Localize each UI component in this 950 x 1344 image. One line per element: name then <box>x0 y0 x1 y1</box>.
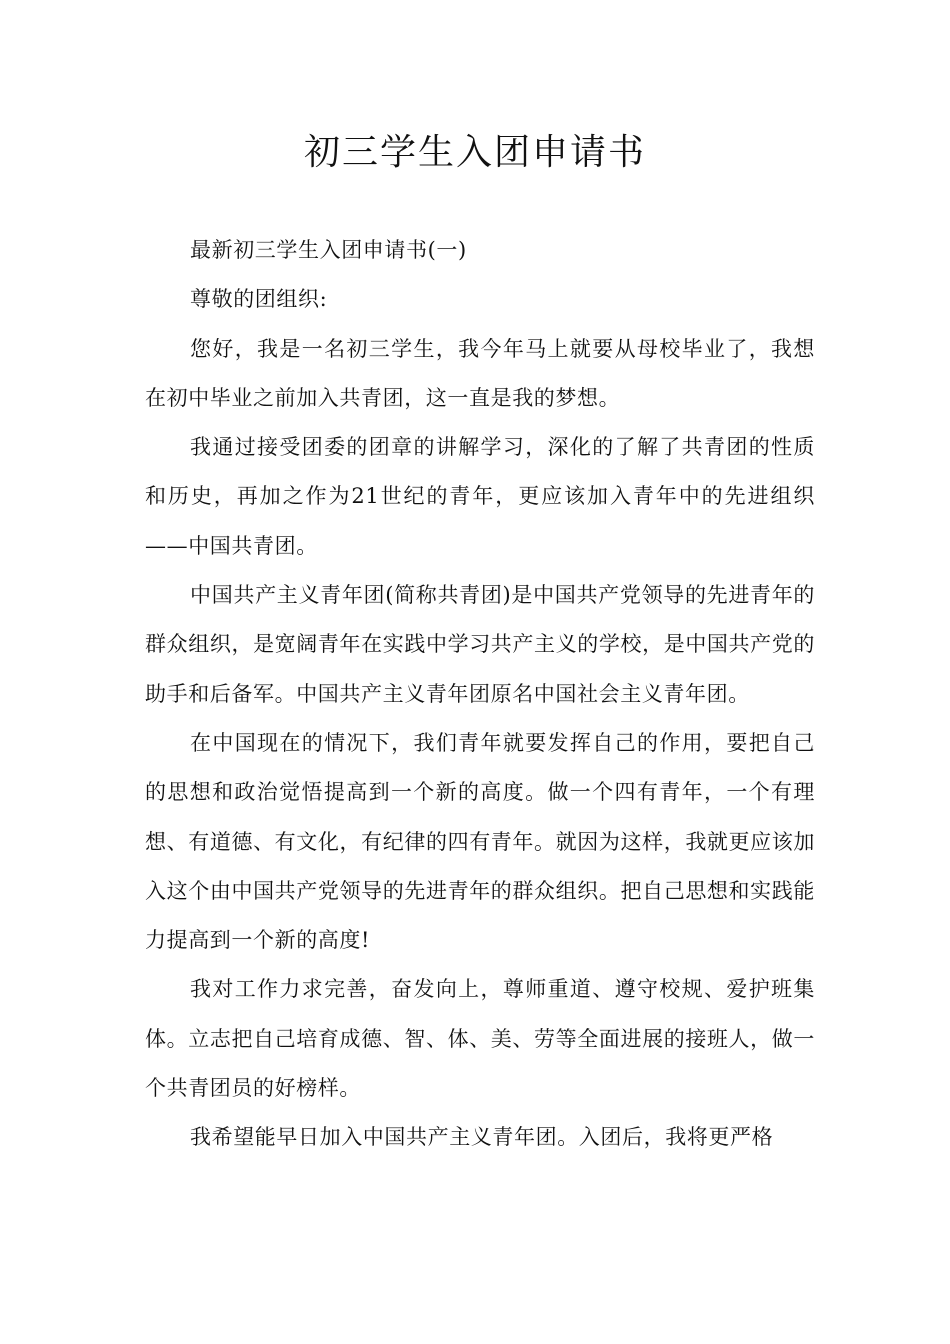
paragraph: 中国共产主义青年团(简称共青团)是中国共产党领导的先进青年的群众组织，是宽阔青年在实践中学习共产主义的学校，是中国共产党的助手和后备军。中国共产主义青年团原名中国社会主义青年团。 <box>145 583 815 706</box>
salutation: 尊敬的团组织: <box>190 287 328 312</box>
paragraph: 我对工作力求完善，奋发向上，尊师重道、遵守校规、爱护班集体。立志把自己培育成德、智、体、美、劳等全面进展的接班人，做一个共青团员的好榜样。 <box>145 977 815 1101</box>
paragraph: 在中国现在的情况下，我们青年就要发挥自己的作用，要把自己的思想和政治觉悟提高到一个新的高度。做一个四有青年，一个有理想、有道德、有文化，有纪律的四有青年。就因为这样，我就更应该加入这个由中国共产党领导的先进青年的群众组织。把自己思想和实践能力提高到一个新的高度! <box>145 730 815 953</box>
document-body <box>145 226 815 1163</box>
document-title: 初三学生入团申请书 <box>303 132 646 173</box>
paragraph: 我希望能早日加入中国共产主义青年团。入团后，我将更严格 <box>190 1125 774 1150</box>
paragraph: 您好，我是一名初三学生，我今年马上就要从母校毕业了，我想在初中毕业之前加入共青团，这一直是我的梦想。 <box>145 336 815 410</box>
document-subtitle: 最新初三学生入团申请书(一) <box>190 238 467 262</box>
paragraph: 我通过接受团委的团章的讲解学习，深化的了解了共青团的性质和历史，再加之作为21世纪的青年，更应该加入青年中的先进组织——中国共青团。 <box>145 435 815 558</box>
